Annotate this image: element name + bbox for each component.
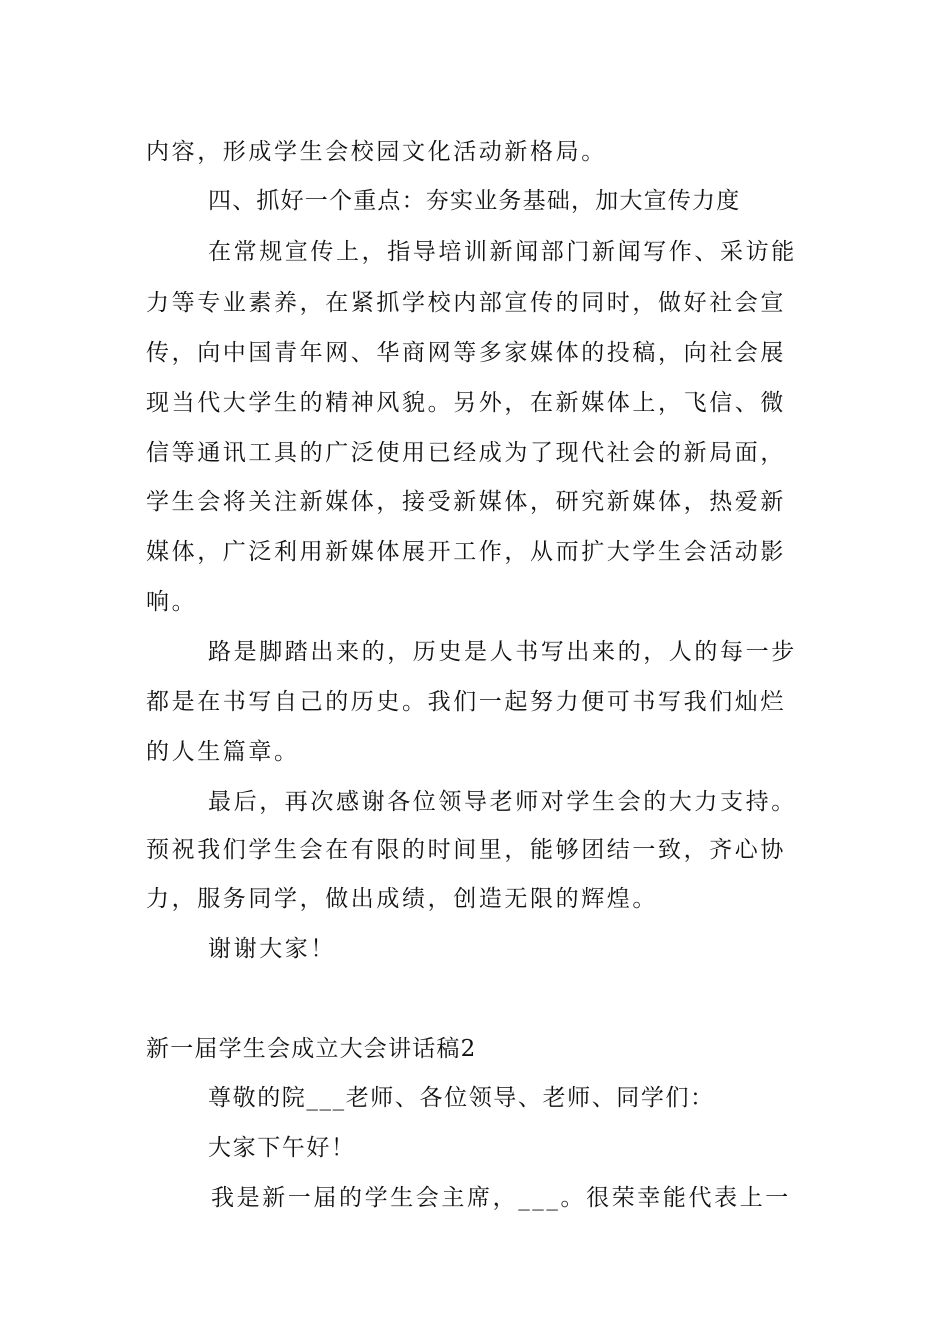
salutation-line: 尊敬的院___老师、各位领导、老师、同学们： bbox=[208, 1085, 715, 1111]
paragraph-line: 媒体，广泛利用新媒体展开工作，从而扩大学生会活动影 bbox=[146, 539, 786, 565]
paragraph-line: 路是脚踏出来的，历史是人书写出来的，人的每一步 bbox=[208, 639, 797, 665]
paragraph-line: 响。 bbox=[146, 589, 198, 615]
paragraph-line: 内容，形成学生会校园文化活动新格局。 bbox=[146, 139, 607, 165]
paragraph-line: 都是在书写自己的历史。我们一起努力便可书写我们灿烂 bbox=[146, 689, 786, 715]
paragraph-line: 传，向中国青年网、华商网等多家媒体的投稿，向社会展 bbox=[146, 340, 786, 366]
paragraph-line: 学生会将关注新媒体，接受新媒体，研究新媒体，热爱新 bbox=[146, 489, 786, 515]
greeting-line: 大家下午好！ bbox=[208, 1135, 356, 1161]
paragraph-line: 力等专业素养，在紧抓学校内部宣传的同时，做好社会宣 bbox=[146, 290, 786, 316]
paragraph-line: 现当代大学生的精神风貌。另外，在新媒体上，飞信、微 bbox=[146, 390, 786, 416]
paragraph-line: 最后，再次感谢各位领导老师对学生会的大力支持。 bbox=[208, 789, 797, 815]
paragraph-line: 预祝我们学生会在有限的时间里，能够团结一致，齐心协 bbox=[146, 837, 786, 863]
article-title: 新一届学生会成立大会讲话稿2 bbox=[146, 1036, 477, 1062]
paragraph-line: 信等通讯工具的广泛使用已经成为了现代社会的新局面， bbox=[146, 440, 786, 466]
paragraph-line: 我是新一届的学生会主席，___。很荣幸能代表上一 bbox=[211, 1185, 791, 1211]
closing-line: 谢谢大家！ bbox=[208, 936, 336, 962]
section-heading: 四、抓好一个重点：夯实业务基础，加大宣传力度 bbox=[208, 188, 741, 214]
paragraph-line: 力，服务同学，做出成绩，创造无限的辉煌。 bbox=[146, 886, 658, 912]
paragraph-line: 的人生篇章。 bbox=[146, 739, 300, 765]
paragraph-line: 在常规宣传上，指导培训新闻部门新闻写作、采访能 bbox=[208, 239, 797, 265]
